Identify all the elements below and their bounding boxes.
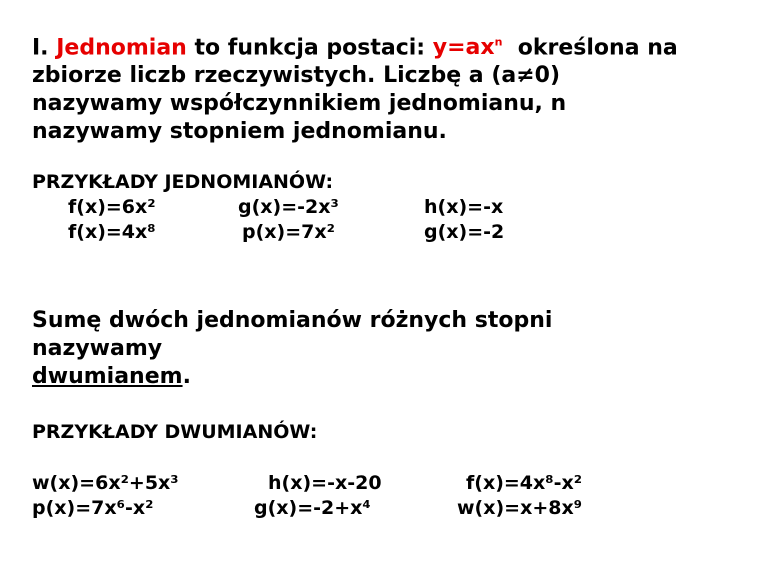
binomial-example: f(x)=4x⁸-x² bbox=[466, 472, 583, 494]
monomial-example: g(x)=-2x³ bbox=[238, 196, 339, 218]
definition-line-4: nazywamy stopniem jednomianu. bbox=[32, 119, 447, 145]
monomial-example: f(x)=6x² bbox=[68, 196, 156, 218]
term-jednomian: Jednomian bbox=[56, 35, 187, 61]
binomial-definition bbox=[32, 307, 552, 391]
section-number: I. bbox=[32, 35, 49, 61]
period: . bbox=[182, 364, 191, 389]
monomial-definition bbox=[32, 29, 678, 146]
binomials-heading: PRZYKŁADY DWUMIANÓW: bbox=[32, 421, 318, 443]
term-dwumian: dwumianem bbox=[32, 364, 183, 389]
binomial-line-1: Sumę dwóch jednomianów różnych stopni bbox=[32, 308, 553, 333]
binomial-line-3 bbox=[32, 363, 552, 391]
binomial-example: w(x)=x+8x⁹ bbox=[457, 497, 583, 519]
definition-line-1 bbox=[32, 29, 678, 62]
monomial-example: h(x)=-x bbox=[424, 196, 504, 218]
monomial-example: g(x)=-2 bbox=[424, 221, 505, 243]
binomial-example: g(x)=-2+x⁴ bbox=[254, 497, 371, 519]
monomial-example: f(x)=4x⁸ bbox=[68, 221, 156, 243]
binomial-example: h(x)=-x-20 bbox=[268, 472, 382, 494]
formula-exponent: n bbox=[494, 36, 503, 49]
monomials-heading: PRZYKŁADY JEDNOMIANÓW: bbox=[32, 171, 334, 193]
monomial-example: p(x)=7x² bbox=[242, 221, 335, 243]
formula-base: y=ax bbox=[432, 35, 495, 61]
definition-line-2: zbiorze liczb rzeczywistych. Liczbę a (a≠0) bbox=[32, 63, 561, 89]
binomial-example: w(x)=6x²+5x³ bbox=[32, 472, 179, 494]
definition-line-3: nazywamy współczynnikiem jednomianu, n bbox=[32, 91, 567, 117]
binomial-example: p(x)=7x⁶-x² bbox=[32, 497, 154, 519]
definition-text: to funkcja postaci: bbox=[194, 35, 426, 61]
binomial-line-2: nazywamy bbox=[32, 336, 163, 361]
formula bbox=[433, 35, 503, 60]
definition-text-2: określona na bbox=[517, 35, 678, 61]
